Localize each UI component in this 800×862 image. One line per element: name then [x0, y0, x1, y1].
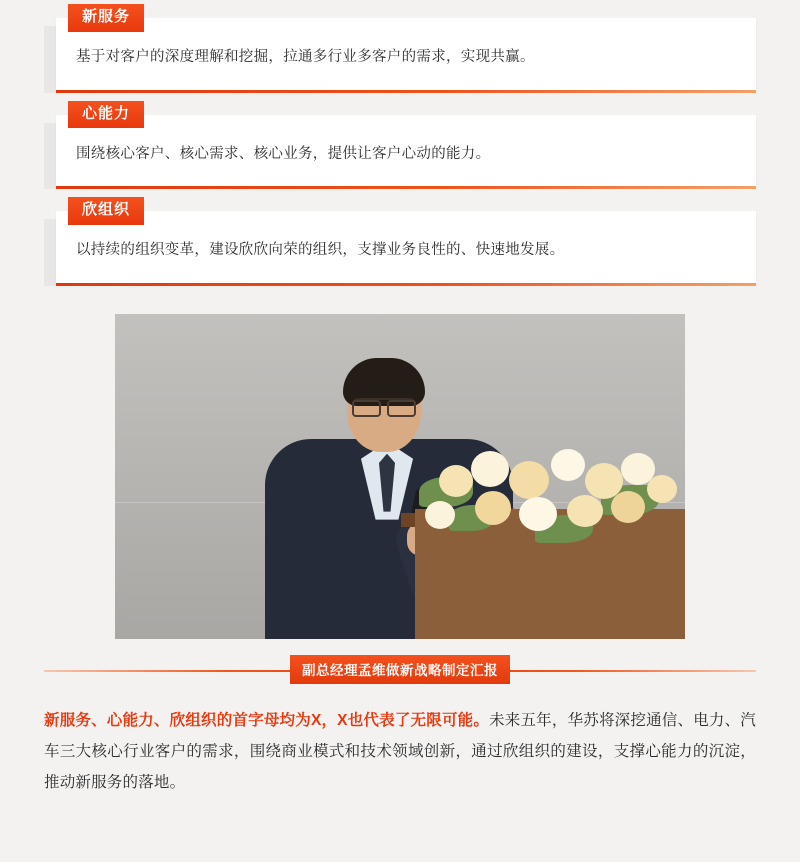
card-underline-2 — [56, 186, 756, 189]
section-badge-core-capability: 心能力 — [68, 101, 144, 129]
paragraph-highlight: 新服务、心能力、欣组织的首字母均为X，X也代表了无限可能。 — [44, 711, 490, 729]
card-underline-3 — [56, 283, 756, 286]
speaker-photo — [115, 314, 685, 639]
photo-caption-row — [0, 657, 800, 683]
section-block-1 — [0, 8, 800, 93]
photo-area — [0, 314, 800, 639]
section-text-3: 以持续的组织变革，建设欣欣向荣的组织，支撑业务良性的、快速地发展。 — [76, 242, 565, 259]
section-block-2 — [0, 104, 800, 190]
section-text-2: 围绕核心客户、核心需求、核心业务，提供让客户心动的能力。 — [76, 145, 491, 162]
section-text-1: 基于对客户的深度理解和挖掘，拉通多行业多客户的需求，实现共赢。 — [76, 49, 535, 65]
photo-caption: 副总经理孟维做新战略制定汇报 — [290, 655, 510, 684]
card-wrapper-2 — [44, 104, 756, 190]
photo-flower-arrangement — [415, 443, 685, 555]
section-badge-new-service: 新服务 — [68, 4, 144, 32]
section-block-3 — [0, 201, 800, 286]
section-card-2 — [56, 115, 756, 187]
paragraph-rest: 未来五年，华苏将深挖通信、电力、汽车三大核心行业客户的需求，围绕商业模式和技术领域创新，通过欣组织的建设，支撑心能力的沉淀，推动新服务的落地。 — [44, 711, 757, 791]
card-wrapper-3 — [44, 201, 756, 286]
photo-figure-glasses — [352, 398, 416, 411]
section-card-1 — [56, 18, 756, 90]
card-underline-1 — [56, 90, 756, 93]
section-badge-organization: 欣组织 — [68, 197, 144, 225]
card-wrapper-1 — [44, 8, 756, 93]
section-card-3 — [56, 211, 756, 283]
closing-paragraph — [44, 705, 756, 798]
